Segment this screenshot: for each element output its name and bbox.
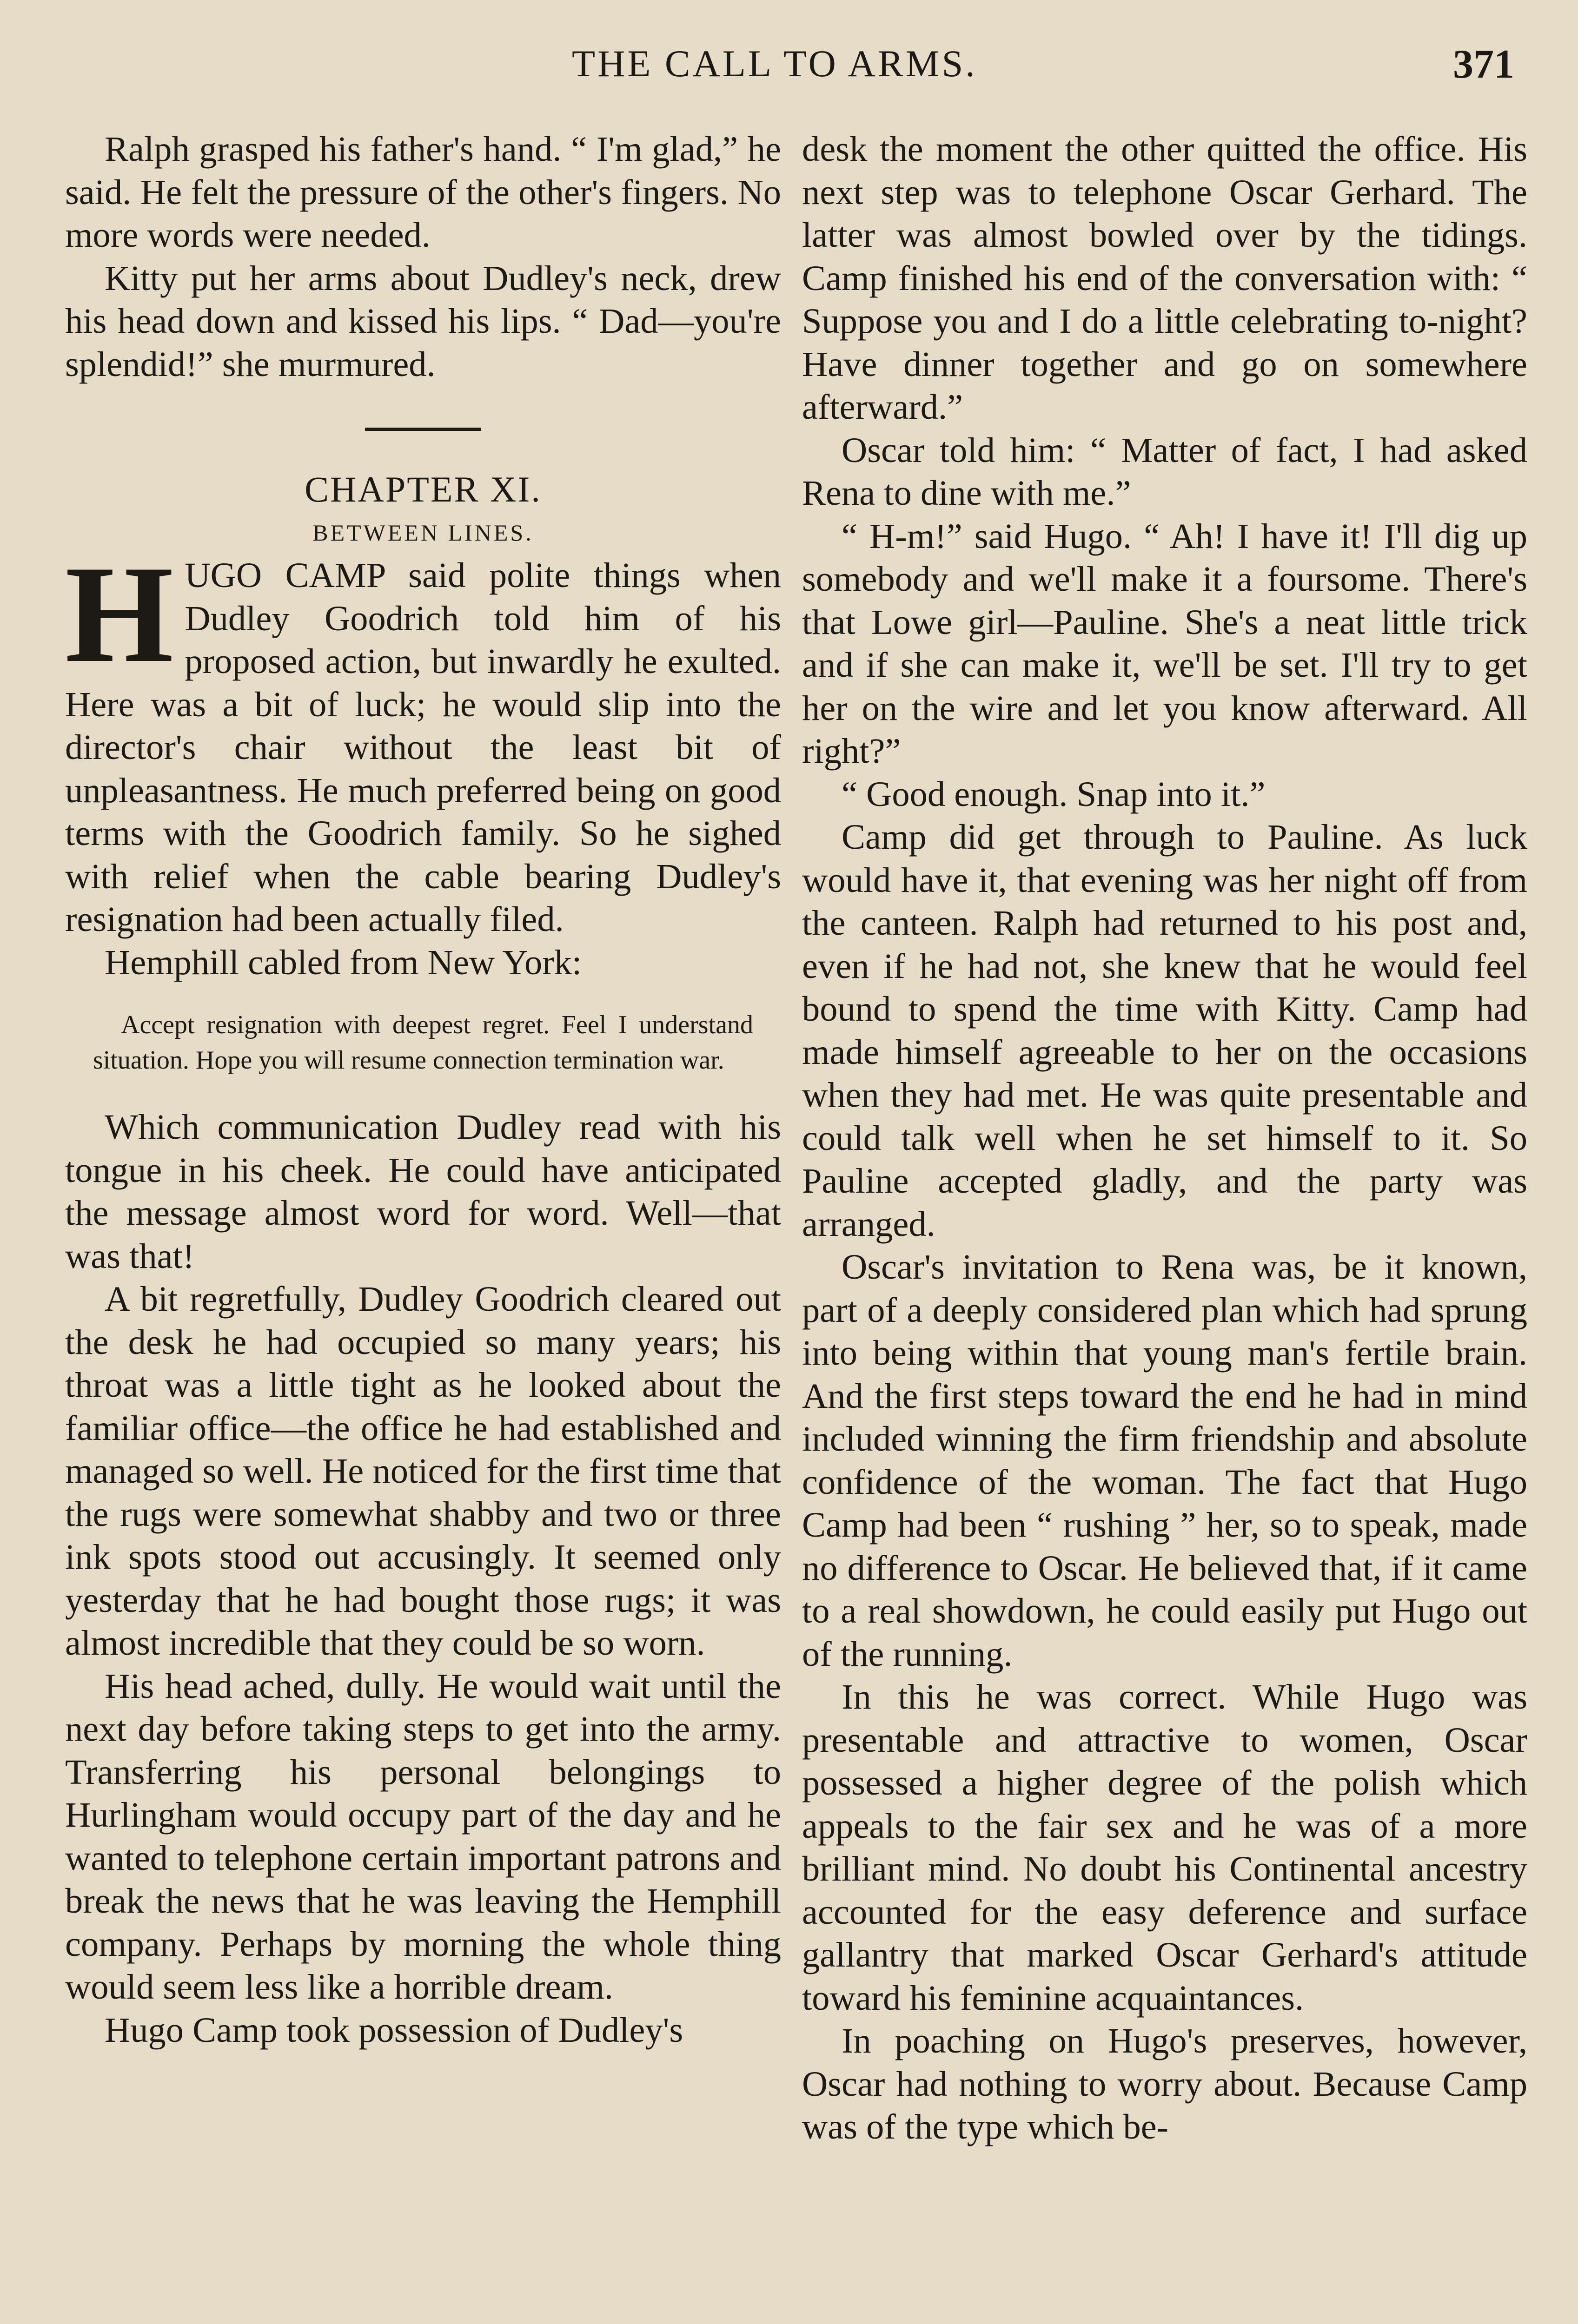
paragraph: His head ached, dully. He would wait until the next day before taking steps to get into the army. Transferring his personal belongings to Hurlingham would occupy part of the day and he wanted to telephone certain important patrons and break the news that he was leaving the Hemphill company. Perhaps by morning the whole thing would seem less like a horrible dream. [65, 1666, 781, 2007]
section-divider [365, 428, 481, 431]
paragraph: A bit regretfully, Dudley Goodrich cleared out the desk he had occupied so many years; his throat was a little tight as he looked about the familiar office—the office he had established and managed so well. He noticed for the first time that the rugs were somewhat shabby and two or three ink spots stood out accusingly. It seemed only yesterday that he had bought those rugs; it was almost incredible that they could be so worn. [65, 1279, 781, 1663]
paragraph: Kitty put her arms about Dudley's neck, drew his head down and kissed his lips. “ Dad—you're splendid!” she murmured. [65, 258, 781, 384]
paragraph: Hugo Camp took possession of Dudley's [105, 2010, 683, 2050]
paragraph: In poaching on Hugo's preserves, however, Oscar had nothing to worry about. Because Camp was of the type which be- [802, 2021, 1527, 2146]
left-column [65, 128, 781, 2324]
drop-cap: H [65, 537, 174, 691]
paragraph: Which communication Dudley read with his tongue in his cheek. He could have anticipated the message almost word for word. Well—that was that! [65, 1107, 781, 1276]
paragraph: “ Good enough. Snap into it.” [842, 774, 1266, 814]
paragraph: Ralph grasped his father's hand. “ I'm glad,” he said. He felt the pressure of the other's fingers. No more words were needed. [65, 129, 781, 255]
paragraph: desk the moment the other quitted the office. His next step was to telephone Oscar Gerhard. The latter was almost bowled over by the tidings. Camp finished his end of the conversation with: “ Suppose you and I do a little celebrating to-night? Have dinner together and go on somewhere afterward.” [802, 129, 1527, 427]
right-column [802, 128, 1527, 2324]
opening-paragraph-text: UGO CAMP said polite things when Dudley Goodrich told him of his proposed action, but inwardly he exulted. Here was a bit of luck; he would slip into the director's chair without the least bit of unpleasantness. He much preferred being on good terms with the Goodrich family. So he sighed with relief when the cable bearing Dudley's resignation had been actually filed. [65, 555, 781, 939]
paragraph: In this he was correct. While Hugo was presentable and attractive to women, Oscar possessed a higher degree of the polish which appeals to the fair sex and he was of a more brilliant mind. No doubt his Continental ancestry accounted for the easy deference and surface gallantry that marked Oscar Gerhard's attitude toward his feminine acquaintances. [802, 1677, 1527, 2018]
chapter-title: CHAPTER XI. [305, 469, 542, 509]
opening-paragraph [65, 537, 781, 941]
chapter-subtitle: BETWEEN LINES. [312, 519, 534, 546]
paragraph: Camp did get through to Pauline. As luck would have it, that evening was her night off from the canteen. Ralph had returned to his post and, even if he had not, she knew that he would feel bound to spend the time with Kitty. Camp had made himself agreeable to her on the occasions when they had met. He was quite presentable and could talk well when he set himself to it. So Pauline accepted gladly, and the party was arranged. [802, 817, 1527, 1244]
paragraph: Oscar's invitation to Rena was, be it known, part of a deeply considered plan which had sprung into being within that young man's fertile brain. And the first steps toward the end he had in mind included winning the firm friendship and absolute confidence of the woman. The fact that Hugo Camp had been “ rushing ” her, so to speak, made no difference to Oscar. He believed that, if it came to a real showdown, he could easily put Hugo out of the running. [802, 1247, 1527, 1674]
paragraph: “ H-m!” said Hugo. “ Ah! I have it! I'll dig up somebody and we'll make it a foursome. There's that Lowe girl—Pauline. She's a neat little trick and if she can make it, we'll be set. I'll try to get her on the wire and let you know afterward. All right?” [802, 516, 1527, 771]
page-number: 371 [1453, 42, 1514, 87]
cable-message [93, 1007, 753, 1078]
paragraph: Hemphill cabled from New York: [105, 942, 582, 982]
cable-text: Accept resignation with deepest regret. Feel I understand situation. Hope you will resume connection termination war. [93, 1010, 753, 1075]
running-head: THE CALL TO ARMS. [572, 42, 977, 85]
paragraph: Oscar told him: “ Matter of fact, I had asked Rena to dine with me.” [802, 430, 1527, 513]
